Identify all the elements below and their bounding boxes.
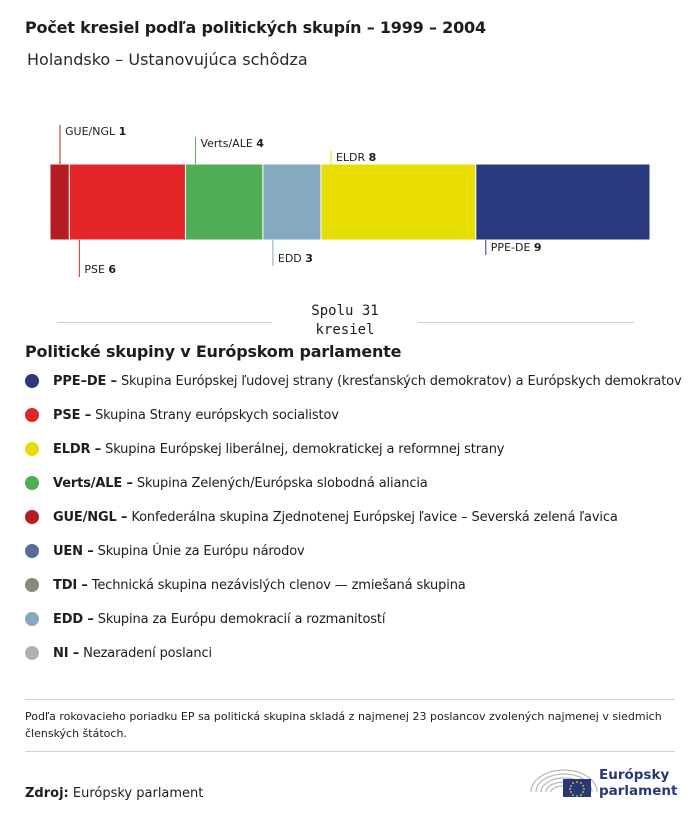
legend-item — [25, 568, 685, 602]
source — [25, 786, 203, 801]
bar-segment — [476, 164, 650, 240]
legend-abbr: PPE–DE – — [53, 373, 117, 389]
legend-abbr: Verts/ALE – — [53, 475, 133, 491]
legend-item — [25, 636, 685, 670]
total-seats-line2: kresiel — [315, 322, 375, 338]
legend-dot — [25, 612, 39, 626]
segment-label-name: GUE/NGL — [65, 125, 119, 138]
legend-dot — [25, 408, 39, 422]
segment-label-name: ELDR — [335, 151, 369, 164]
legend-abbr: TDI – — [53, 577, 88, 593]
segment-label-name: EDD — [277, 252, 306, 265]
source-label: Zdroj: — [25, 786, 69, 801]
legend-item — [25, 534, 685, 568]
legend-dot — [25, 476, 39, 490]
segment-label — [278, 252, 313, 265]
legend-dot — [25, 510, 39, 524]
segment-label-value: 4 — [256, 137, 264, 150]
total-seats-line1: Spolu 31 — [311, 303, 379, 319]
bar-segment — [321, 164, 476, 240]
segment-label-value: 9 — [533, 241, 542, 254]
total-seats — [272, 302, 418, 340]
legend-text: Konfederálna skupina Zjednotenej Európskej ľavice – Severská zelená ľavica — [131, 509, 618, 525]
legend-abbr: ELDR – — [53, 441, 102, 457]
legend-abbr: GUE/NGL – — [53, 509, 128, 525]
footnote: Podľa rokovacieho poriadku EP sa politická skupina skladá z najmenej 23 poslancov zvolených najmenej v siedmich členských štátoch. — [25, 710, 662, 740]
legend-text: Skupina za Európu demokracií a rozmanitostí — [97, 611, 386, 627]
segment-label-name: PPE-DE — [490, 241, 534, 254]
segment-label — [336, 151, 376, 164]
source-text: Európsky parlament — [72, 786, 204, 801]
logo-text — [599, 767, 677, 799]
segment-label-value: 1 — [118, 125, 127, 138]
bar-segment — [50, 164, 69, 240]
legend-item — [25, 602, 685, 636]
legend-item — [25, 398, 685, 432]
legend-text: Skupina Zelených/Európska slobodná aliancia — [136, 475, 428, 491]
legend-abbr: PSE – — [53, 407, 92, 423]
segment-label-name: PSE — [84, 263, 109, 276]
legend-text: Skupina Únie za Európu národov — [97, 543, 305, 559]
total-rule-left — [57, 322, 272, 323]
segment-label-value: 8 — [368, 151, 377, 164]
segment-label-value: 6 — [108, 263, 117, 276]
logo-text-line1: Európsky — [599, 767, 670, 783]
segment-label — [84, 263, 116, 276]
stacked-bar-chart — [0, 0, 700, 300]
legend-text: Skupina Európskej liberálnej, demokratickej a reformnej strany — [105, 441, 505, 457]
legend — [25, 364, 685, 670]
segment-label — [200, 137, 264, 150]
legend-item — [25, 432, 685, 466]
legend-abbr: UEN – — [53, 543, 94, 559]
legend-item — [25, 466, 685, 500]
segment-label-value: 3 — [305, 252, 313, 265]
legend-item — [25, 500, 685, 534]
legend-text: Skupina Európskej ľudovej strany (kresťanských demokratov) a Európskych demokratov — [120, 373, 682, 389]
logo-text-line2: parlament — [599, 783, 678, 799]
legend-abbr: NI – — [53, 645, 80, 661]
legend-abbr: EDD – — [53, 611, 94, 627]
legend-text: Skupina Strany európskych socialistov — [95, 407, 339, 423]
legend-dot — [25, 578, 39, 592]
bar-segment — [263, 164, 321, 240]
bar-segment — [185, 164, 262, 240]
legend-dot — [25, 374, 39, 388]
segment-label — [65, 125, 126, 138]
legend-title: Politické skupiny v Európskom parlamente — [25, 342, 402, 361]
legend-dot — [25, 442, 39, 456]
note-rule-top — [25, 699, 675, 700]
chart-subtitle: Holandsko – Ustanovujúca schôdza — [27, 50, 308, 69]
bar-segment — [69, 164, 185, 240]
note-rule-bottom — [25, 751, 675, 752]
segment-label — [491, 241, 542, 254]
legend-text: Technická skupina nezávislých clenov — zmiešaná skupina — [91, 577, 466, 593]
total-rule-right — [418, 322, 634, 323]
legend-item — [25, 364, 685, 398]
segment-label-name: Verts/ALE — [200, 137, 257, 150]
legend-dot — [25, 646, 39, 660]
legend-text: Nezaradení poslanci — [83, 645, 212, 661]
chart-title: Počet kresiel podľa politických skupín – 1999 – 2004 — [25, 18, 486, 37]
legend-dot — [25, 544, 39, 558]
